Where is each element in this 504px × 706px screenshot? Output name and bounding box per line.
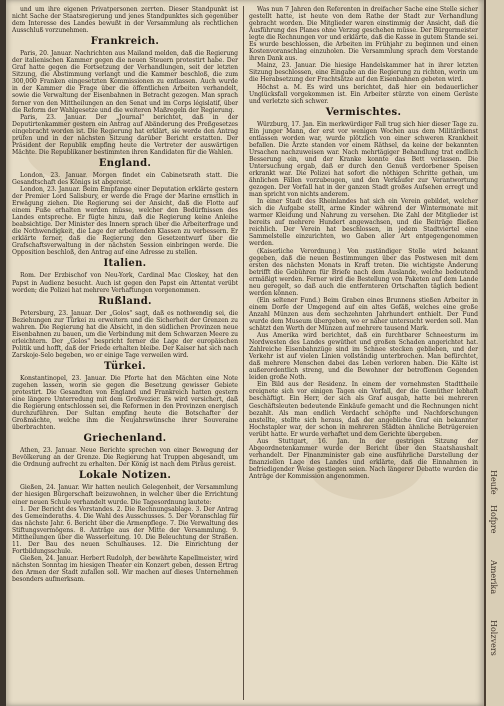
article-paragraph: Paris, 23. Januar. Der „Journal" berichtet, daß in der Deputirtenkammer gestern ein Antrag auf Abänderung des Preßgesetzes eingebracht worden ist. Die Regierung hat erklärt, sie werde den Antrag prüfen und in der nächsten Sitzung darüber Bericht erstatten. Der Präsident der Republik empfing heute die Vertreter der auswärtigen Mächte. Die Republikaner bestimmten ihren Kandidaten für die Wahlen. — [12, 113, 238, 156]
article-paragraph: Mainz, 23. Januar. Die hiesige Handelskammer hat in ihrer letzten Sitzung beschlossen, eine Eingabe an die Regierung zu richten, worin um die Herabsetzung der Frachtsätze auf den Eisenbahnen gebeten wird. — [249, 62, 478, 84]
right-column — [249, 6, 478, 480]
facing-page-text: Amerika — [489, 560, 498, 595]
section-heading: England. — [98, 157, 152, 169]
section-heading: Frankreich. — [90, 36, 160, 48]
article-paragraph: (Kaiserliche Verordnung.) Von zuständiger Stelle wird bekannt gegeben, daß die neuen Bestimmungen über das Postwesen mit dem ersten des nächsten Monats in Kraft treten. Die wichtigste Änderung betrifft die Gebühren für Briefe nach dem Auslande, welche bedeutend ermäßigt werden. Ferner wird die Bestellung von Paketen auf dem Lande neu geregelt, so daß auch die entfernteren Ortschaften täglich bedient werden können. — [249, 247, 478, 297]
article-paragraph: Konstantinopel, 23. Januar. Die Pforte hat den Mächten eine Note zugehen lassen, worin sie gegen die Besetzung gewisser Gebiete protestirt. Die Gesandten von England und Frankreich hatten gestern eine längere Unterredung mit dem Großvezier. Es wird versichert, daß die Regierung entschlossen sei, die Reformen in den Provinzen energisch durchzuführen. Der Sultan empfing heute die Botschafter der Großmächte, welche ihm die Neujahrswünsche ihrer Souveraine überbrachten. — [12, 374, 238, 432]
column-divider — [243, 6, 244, 700]
facing-page-text: Hofpre — [489, 505, 498, 534]
left-column — [12, 6, 238, 583]
facing-page-text: Holzvers — [489, 620, 498, 656]
article-paragraph: Was nun 7 Jahren den Referenten in dreifacher Sache eine Stelle sicher gestellt hatte, ist heute von dem Rathe der Stadt zur Verhandlung gebracht worden. Die Mitglieder waren einstimmig der Ansicht, daß die Ausführung des Planes ohne Verzug geschehen müsse. Der Bürgermeister legte die Rechnungen vor und erklärte, daß die Kasse in gutem Stande sei. Es wurde beschlossen, die Arbeiten im Frühjahr zu beginnen und einen Kostenvoranschlag einzuholen. Die Versammlung sprach dem Vorstande ihren Dank aus. — [249, 6, 478, 63]
article-paragraph: Petersburg, 23. Januar. Der „Golos" sagt, daß es nothwendig sei, die Beziehungen zur Türkei zu erweitern und die Sicherheit der Grenzen zu wahren. Die Regierung hat die Absicht, in den südlichen Provinzen neue Eisenbahnen zu bauen, um die Verbindung mit dem Schwarzen Meere zu erleichtern. Der „Golos" bespricht ferner die Lage der europäischen Politik und hofft, daß der Friede erhalten bleibe. Der Kaiser hat sich nach Zarskoje-Selo begeben, wo er einige Tage verweilen wird. — [12, 309, 238, 359]
article-paragraph: Gießen, 24. Januar. Wir hatten neulich Gelegenheit, der Versammlung der hiesigen Bürgerschaft beizuwohnen, in welcher über die Errichtung einer neuen Schule verhandelt wurde. Die Tagesordnung lautete: — [12, 484, 238, 506]
article-paragraph: Ein Bild aus der Residenz. In einem der vornehmsten Stadttheile ereignete sich vor einigen Tagen ein Vorfall, der die Gemüther lebhaft beschäftigt. Ein Herr, der sich als Graf ausgab, hatte bei mehreren Geschäftsleuten bedeutende Einkäufe gemacht und die Rechnungen nicht bezahlt. Als man endlich Verdacht schöpfte und Nachforschungen anstellte, stellte sich heraus, daß der angebliche Graf ein bekannter Hochstapler war, der schon in mehreren Städten ähnliche Betrügereien verübt hatte. Er wurde verhaftet und dem Gerichte übergeben. — [249, 381, 478, 438]
section-heading: Rußland. — [98, 295, 152, 307]
article-paragraph: In einer Stadt des Rheinlandes hat sich ein Verein gebildet, welcher sich die Aufgabe stellt, arme Kinder während der Wintermonate mit warmer Kleidung und Nahrung zu versehen. Die Zahl der Mitglieder ist bereits auf mehrere Hundert angewachsen, und die Beiträge fließen reichlich. Der Verein hat beschlossen, in jedem Stadtviertel eine Sammelstelle einzurichten, wo Gaben aller Art entgegengenommen werden. — [249, 198, 478, 248]
article-paragraph: Gießen, 24. Januar. Herbert Rudolph, der bewährte Kapellmeister, wird nächsten Sonntag im hiesigen Theater ein Konzert geben, dessen Ertrag den Armen der Stadt zufallen soll. Wir machen auf dieses Unternehmen besonders aufmerksam. — [12, 554, 238, 584]
article-paragraph: Paris, 20. Januar. Nachrichten aus Mailand melden, daß die Regierung der italienischen Kammer gegen die neuen Steuern protestirt habe. Der Graf hatte gegen die Fortsetzung der Verhandlungen, seit der letzten Sitzung, die Abstimmung verlangt und die Kammer beschloß, die zum 300,000 Franken eingesetzten Kommissionen zu entlassen. Auch wurde in der Kammer die Frage über die öffentlichen Arbeiten verhandelt, sowie die Verwaltung der Eisenbahnen in Betracht gezogen. Man sprach ferner von den Mittheilungen an den Senat und im Corps législatif, über die Reform der Wahlgesetze und die weiteren Maßregeln der Regierung. — [12, 50, 238, 114]
article-paragraph: Höchst a. M. Es wird uns berichtet, daß hier ein bedauerlicher Unglücksfall vorgekommen ist. Ein Arbeiter stürzte von einem Gerüste und verletzte sich schwer. — [249, 83, 478, 105]
article-paragraph: Athen, 23. Januar. Neue Berichte sprechen von einer Bewegung der Bevölkerung an der Grenze. Die Regierung hat Truppen abgesandt, um die Ordnung aufrecht zu erhalten. Der König ist nach dem Piräus gereist. — [12, 447, 238, 469]
article-paragraph: (Ein seltener Fund.) Beim Graben eines Brunnens stießen Arbeiter in einem Dorfe der Umgegend auf ein altes Gefäß, welches eine große Anzahl Münzen aus dem sechzehnten Jahrhundert enthielt. Der Fund wurde dem Museum übergeben, wo er näher untersucht werden soll. Man schätzt den Werth der Münzen auf mehrere tausend Mark. — [249, 296, 478, 333]
newspaper-page — [6, 0, 484, 706]
article-paragraph: Aus Amerika wird berichtet, daß ein furchtbarer Schneesturm im Nordwesten des Landes gewüthet und großen Schaden angerichtet hat. Zahlreiche Eisenbahnzüge sind im Schnee stecken geblieben, und der Verkehr ist auf vielen Linien vollständig unterbrochen. Man befürchtet, daß mehrere Menschen dabei das Leben verloren haben. Die Kälte ist außerordentlich streng, und die Bewohner der betroffenen Gegenden leiden große Noth. — [249, 332, 478, 382]
article-paragraph: London, 23. Januar. Morgen findet ein Cabinetsrath statt. Die Gesandtschaft des Königs ist abgereist. — [12, 171, 238, 186]
section-heading: Türkei. — [104, 360, 146, 372]
facing-page-text: Heufe — [489, 470, 498, 495]
section-heading: Italien. — [103, 258, 147, 270]
section-heading: Griechenland. — [83, 433, 167, 445]
facing-page-edge — [484, 0, 504, 706]
section-heading: Vermischtes. — [325, 106, 402, 118]
section-heading: Lokale Notizen. — [78, 470, 172, 482]
article-paragraph: und um ihre eigenen Privatpersonen zerrten. Dieser Standpunkt ist nicht Sache der Staatsregierung und jenes Standpunktes sich gegenüber dem Interesse des Landes bewußt in der Versammlung als rechtlichen Ausschluß vorzunehmen. — [12, 6, 238, 35]
article-paragraph: London, 23. Januar. Beim Empfange einer Deputation erklärte gestern der Premier Lord Salisbury, er werde die Frage der Marine ernstlich in Erwägung ziehen. Die Regierung sei der Ansicht, daß die Flotte auf einem Fuße erhalten werden müsse, welcher den Bedürfnissen des Landes entspreche. Er fügte hinzu, daß die Regierung keine Anleihe beabsichtige. Der Minister des Innern sprach über die Arbeiterfrage und die Nothwendigkeit, die Lage der arbeitenden Klassen zu verbessern. Er erklärte ferner, daß die Regierung den Gesetzentwurf über die Grafschaftsverwaltung in der nächsten Session einbringen werde. Die Opposition beschloß, den Antrag auf eine Adresse zu stellen. — [12, 185, 238, 257]
article-paragraph: Würzburg, 17. Jan. Ein merkwürdiger Fall trug sich hier dieser Tage zu. Ein junger Mann, der erst vor wenigen Wochen aus dem Militärdienst entlassen worden war, wurde plötzlich von einer schweren Krankheit befallen. Die Ärzte standen vor einem Räthsel, da keine der bekannten Ursachen nachzuweisen war. Nach mehrtägiger Behandlung trat endlich Besserung ein, und der Kranke konnte das Bett verlassen. Die Untersuchung ergab, daß er durch den Genuß verdorbener Speisen erkrankt war. Die Polizei hat sofort die nöthigen Schritte gethan, um ähnlichen Fällen vorzubeugen, und den Verkäufer zur Verantwortung gezogen. Der Vorfall hat in der ganzen Stadt großes Aufsehen erregt und man spricht von nichts anderem. — [249, 120, 478, 199]
article-paragraph: Aus Stuttgart, 16. Jan. In der gestrigen Sitzung der Abgeordnetenkammer wurde der Bericht über den Staatshaushalt verhandelt. Der Finanzminister gab eine ausführliche Darstellung der finanziellen Lage des Landes und erklärte, daß die Einnahmen in befriedigender Weise gestiegen seien. Nach längerer Debatte wurden die Anträge der Kommission angenommen. — [249, 437, 478, 480]
article-paragraph: 1. Der Bericht des Vorstandes. 2. Die Rechnungsablage. 3. Der Antrag des Gemeinderaths. 4. Die Wahl des Ausschusses. 5. Der Voranschlag für das nächste Jahr. 6. Bericht über die Armenpflege. 7. Die Verwaltung des Stiftungsvermögens. 8. Anträge aus der Mitte der Versammlung. 9. Mittheilungen über die Wasserleitung. 10. Die Beleuchtung der Straßen. 11. Der Bau des neuen Schulhauses. 12. Die Einrichtung der Fortbildungsschule. — [12, 505, 238, 555]
article-paragraph: Rom. Der Erzbischof von Neu-York, Cardinal Mac Closkey, hat den Papst in Audienz besucht. Auch ist gegen den Papst ein Attentat verübt worden; die Polizei hat mehrere Verhaftungen vorgenommen. — [12, 272, 238, 294]
